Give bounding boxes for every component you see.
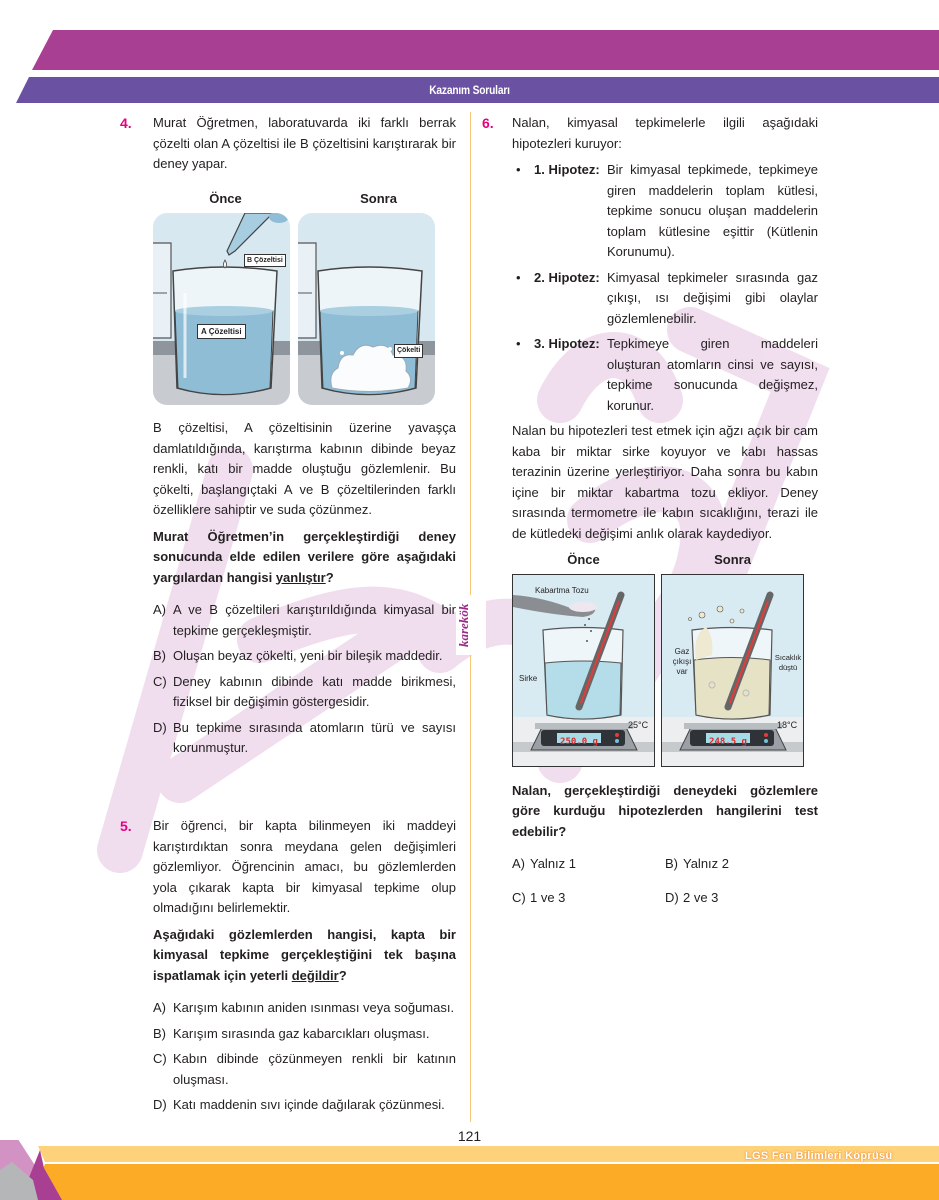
hypotheses-list — [512, 160, 818, 416]
hypothesis-text: Tepkimeye giren maddeleri oluşturan atomların cinsi ve sayısı, tepkime sonucunda değişmez, korunur. — [607, 336, 818, 413]
option-text: Oluşan beyaz çökelti, yeni bir bileşik maddedir. — [173, 648, 443, 663]
bullet-icon: • — [516, 162, 521, 177]
options-q6 — [512, 854, 818, 913]
option-a[interactable] — [512, 854, 665, 875]
karekok-label: karekök — [456, 595, 486, 655]
figure-q6 — [512, 550, 818, 767]
option-d[interactable] — [153, 1095, 456, 1116]
section-title: Kazanım Soruları — [429, 83, 510, 97]
bullet-icon: • — [516, 336, 521, 351]
option-text: Bu tepkime sırasında atomların türü ve sayısı korunmuştur. — [173, 719, 456, 755]
hypothesis-label: 3. Hipotez: — [534, 336, 600, 351]
question-stem-emphasis: değildir — [291, 967, 339, 983]
question-stem-mark: ? — [338, 967, 347, 983]
option-letter: D) — [665, 889, 679, 905]
label-gas-line-3: var — [676, 666, 688, 676]
label-gas-line-2: çıkışı — [672, 656, 692, 666]
option-b[interactable] — [665, 854, 818, 875]
beaker-before-illustration — [153, 213, 290, 405]
option-letter: C) — [512, 889, 526, 905]
option-text: Yalnız 1 — [530, 856, 577, 871]
question-4 — [120, 113, 456, 764]
option-a[interactable] — [153, 998, 456, 1019]
question-paragraph: B çözeltisi, A çözeltisinin üzerine yavaşça damlatıldığında, karıştırma kabının dibinde beyaz renkli, katı bir madde oluştuğu gözlemlenir. Bu çökelti, başlangıçtaki A ve B çözeltilerinden farklı özelliklere sahiptir ve suda çözünmez. — [153, 420, 456, 517]
option-letter: A) — [153, 602, 166, 617]
figure-title-before: Önce — [567, 552, 600, 567]
question-5 — [120, 816, 456, 1121]
option-text: Kabın dibinde çözünmeyen renkli bir katının oluşması. — [173, 1051, 456, 1087]
option-c[interactable] — [153, 672, 456, 713]
question-intro: Murat Öğretmen, laboratuvarda iki farklı berrak çözelti olan A çözeltisi ile B çözeltisini karıştırarak bir deney yapar. — [153, 115, 456, 171]
option-text: Katı maddenin sıvı içinde dağılarak çözünmesi. — [173, 1097, 445, 1112]
question-paragraph: Nalan bu hipotezleri test etmek için ağzı açık bir cam kaba bir miktar sirke koyuyor ve kabı hassas terazinin üzerine yerleştiriyor. Daha sonra bu kabın içine bir miktar kabartma tozu ekliyor. Deney sırasında termometre ile kabın sıcaklığını, terazi ile de kütledeki değişimi anlık olarak kaydediyor. — [512, 423, 818, 541]
option-text: 1 ve 3 — [530, 889, 566, 905]
page-number: 121 — [457, 1128, 482, 1144]
label-temperature-dropped — [770, 653, 804, 673]
footer-band — [0, 1140, 939, 1200]
hypothesis-1 — [512, 160, 818, 263]
question-stem — [153, 925, 456, 987]
option-letter: C) — [153, 673, 167, 689]
option-text: Deney kabının dibinde katı madde birikmesi, fiziksel bir değişimin göstergesidir. — [173, 673, 456, 709]
question-number: 4. — [120, 115, 132, 131]
figure-title-after: Sonra — [360, 190, 397, 206]
figure-panel-after — [661, 574, 804, 767]
figure-q4 — [153, 189, 456, 406]
label-precipitate: Çökelti — [394, 344, 423, 358]
question-6 — [482, 113, 818, 913]
figure-panel-before — [153, 213, 290, 405]
option-text: Karışım kabının aniden ısınması veya soğuması. — [173, 1000, 455, 1015]
label-temp-line-1: Sıcaklık — [774, 652, 802, 662]
option-letter: A) — [512, 856, 525, 871]
option-letter: D) — [153, 1097, 167, 1112]
option-a[interactable] — [153, 600, 456, 641]
hypothesis-2 — [512, 268, 818, 330]
question-intro: Bir öğrenci, bir kapta bilinmeyen iki maddeyi karıştırdıktan sonra meydana gelen değişimleri gözlemliyor. Öğrencinin amacı, bu gözlemlerden yola çıkarak kapta bir kimyasal tepkime olup olmadığını belirlemektir. — [153, 818, 456, 915]
scale-reading-after: 248.5 g — [709, 736, 747, 747]
label-gas-release — [668, 647, 696, 677]
hypothesis-label: 1. Hipotez: — [534, 162, 600, 177]
option-c[interactable] — [153, 1049, 456, 1090]
figure-title-after: Sonra — [714, 552, 751, 567]
question-stem: Nalan, gerçekleştirdiği deneydeki gözlemlere göre kurduğu hipotezlerden hangilerini test edebilir? — [512, 782, 818, 839]
label-temp-line-2: düştü — [778, 662, 798, 672]
book-title: LGS Fen Bilimleri Köprüsü — [745, 1150, 893, 1162]
options-q4 — [153, 600, 456, 759]
question-stem-text: Murat Öğretmen’in gerçekleştirdiği deney sonucunda elde edilen verilere göre aşağıdaki yargılardan hangisi — [153, 528, 456, 585]
label-baking-powder: Kabartma Tozu — [535, 585, 589, 595]
label-a-solution: A Çözeltisi — [197, 324, 246, 339]
question-stem-mark: ? — [325, 569, 334, 585]
temperature-after: 18°C — [777, 719, 798, 730]
question-stem-emphasis: yanlıştır — [275, 569, 326, 585]
label-gas-line-1: Gaz — [674, 646, 690, 656]
label-b-solution: B Çözeltisi — [244, 254, 286, 267]
option-letter: D) — [153, 719, 167, 735]
hypothesis-3 — [512, 334, 818, 416]
options-q5 — [153, 998, 456, 1116]
option-d[interactable] — [665, 888, 818, 909]
option-d[interactable] — [153, 718, 456, 759]
hypothesis-text: Kimyasal tepkimeler sırasında gaz çıkışı, ısı değişimi gibi olaylar gözlemlenebilir. — [607, 269, 818, 326]
question-stem — [153, 527, 456, 589]
option-letter: B) — [153, 648, 166, 663]
question-intro: Nalan, kimyasal tepkimelerle ilgili aşağıdaki hipotezleri kuruyor: — [512, 115, 818, 151]
option-text: Yalnız 2 — [683, 856, 730, 871]
option-letter: C) — [153, 1051, 167, 1066]
figure-title-before: Önce — [209, 190, 242, 206]
temperature-before: 25°C — [628, 719, 649, 730]
beaker-after-illustration — [298, 213, 435, 405]
figure-panel-before — [512, 574, 655, 767]
option-letter: A) — [153, 1000, 166, 1015]
question-number: 6. — [482, 115, 494, 131]
hypothesis-text: Bir kimyasal tepkimede, tepkimeye giren maddelerin toplam kütlesi, tepkime sonucu oluşan maddelerin toplam kütlesine eşittir (Kütlenin Korunumu). — [607, 162, 818, 259]
figure-panel-after — [298, 213, 435, 405]
scale-reading-before: 250.0 g — [560, 736, 598, 747]
question-number: 5. — [120, 818, 132, 834]
option-text: A ve B çözeltileri karıştırıldığında kimyasal bir tepkime gerçekleşmiştir. — [173, 602, 456, 638]
hypothesis-label: 2. Hipotez: — [534, 269, 600, 285]
question-stem-text: Aşağıdaki gözlemlerden hangisi, kapta bir kimyasal tepkime gerçekleştiğini tek başına ispatlamak için yeterli — [153, 926, 456, 983]
bullet-icon: • — [516, 269, 521, 285]
option-letter: B) — [665, 856, 678, 871]
option-b[interactable] — [153, 646, 456, 667]
option-letter: B) — [153, 1025, 166, 1041]
option-text: 2 ve 3 — [683, 889, 719, 905]
option-b[interactable] — [153, 1024, 456, 1045]
label-vinegar: Sirke — [519, 673, 538, 683]
option-c[interactable] — [512, 888, 665, 909]
option-text: Karışım sırasında gaz kabarcıkları oluşması. — [173, 1025, 430, 1041]
header-magenta-band — [0, 30, 939, 70]
